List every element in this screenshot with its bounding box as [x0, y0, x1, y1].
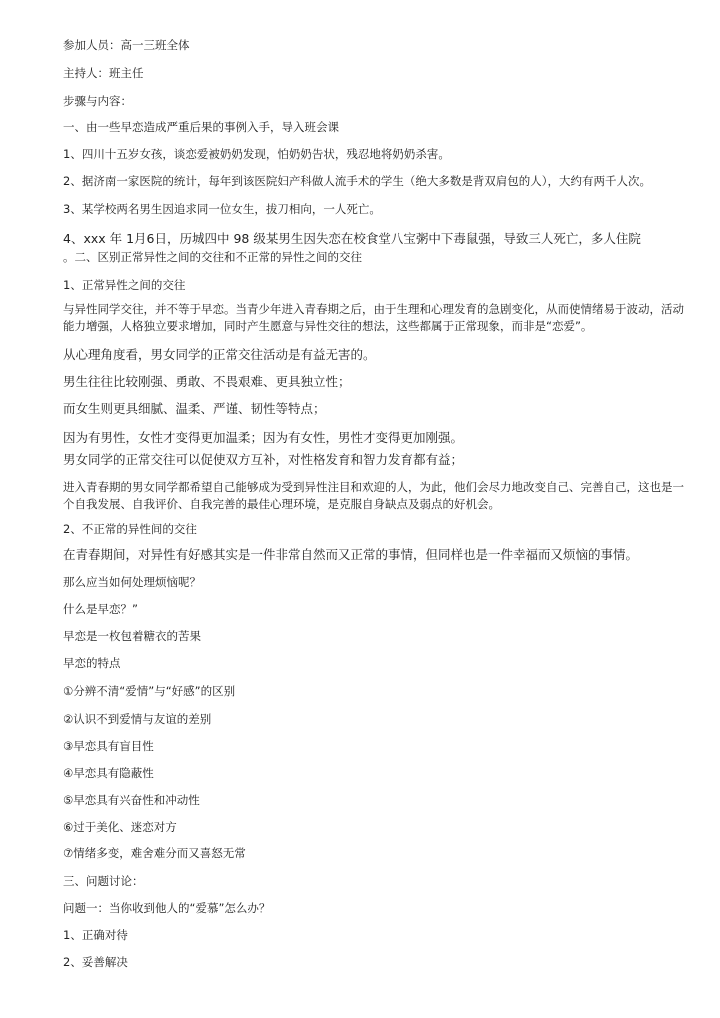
features-heading: 早恋的特点	[63, 656, 121, 670]
feature-2: ②认识不到爱情与友谊的差别	[63, 712, 212, 726]
case-3: 3、某学校两名男生因追求同一位女生，拔刀相向，一人死亡。	[63, 202, 381, 216]
section-3-heading: 三、问题讨论：	[63, 874, 144, 888]
bitter-fruit-line: 早恋是一枚包着糖衣的苦果	[63, 629, 201, 643]
benefit-line: 男女同学的正常交往可以促使双方互补，对性格发育和智力发育都有益；	[63, 452, 464, 467]
psychology-line: 从心理角度看，男女同学的正常交往活动是有益无害的。	[63, 347, 376, 362]
question-what-line: 什么是早恋？”	[63, 602, 138, 616]
boys-traits-line: 男生往往比较刚强、勇敢、不畏艰难、更具独立性；	[63, 374, 351, 389]
feature-7: ⑦情绪多变，难舍难分而又喜怒无常	[63, 846, 246, 860]
feature-1: ①分辨不清“爱情”与“好感”的区别	[63, 684, 236, 698]
question-1-line: 问题一：当你收到他人的“爱慕”怎么办？	[63, 901, 271, 915]
feature-5: ⑤早恋具有兴奋性和冲动性	[63, 793, 200, 807]
case-1: 1、四川十五岁女孩，谈恋爱被奶奶发现，怕奶奶告状，残忍地将奶奶杀害。	[63, 147, 450, 161]
subsection-abnormal-heading: 2、不正常的异性间的交往	[63, 522, 197, 536]
answer-2-line: 2、妥善解决	[63, 955, 128, 969]
host-line: 主持人：班主任	[63, 66, 144, 80]
feature-4: ④早恋具有隐蔽性	[63, 766, 154, 780]
case-2: 2、据济南一家医院的统计，每年到该医院妇产科做人流手术的学生（绝大多数是背双肩包的人），大约有两千人次。	[63, 174, 652, 188]
normal-intro-paragraph: 与异性同学交往，并不等于早恋。当青少年进入青春期之后，由于生理和心理发育的急剧变化，从而使情绪易于波动，活动能力增强，人格独立要求增加，同时产生愿意与异性交往的想法，这些都属于正常现象，而非是“恋爱”。	[63, 302, 684, 333]
feature-3: ③早恋具有盲目性	[63, 739, 154, 753]
complement-line: 因为有男性，女性才变得更加温柔；因为有女性，男性才变得更加刚强。	[63, 430, 464, 445]
puberty-line: 在青春期间，对异性有好感其实是一件非常自然而又正常的事情，但同样也是一件幸福而又烦恼的事情。	[63, 547, 639, 562]
subsection-normal-heading: 1、正常异性之间的交往	[63, 278, 186, 292]
answer-1-line: 1、正确对待	[63, 928, 128, 942]
question-handle-line: 那么应当如何处理烦恼呢？	[63, 575, 201, 589]
adolescent-paragraph: 进入青春期的男女同学都希望自己能够成为受到异性注目和欢迎的人，为此，他们会尽力地改变自己、完善自己，这也是一个自我发展、自我评价、自我完善的最佳心理环境，是克服自身缺点及弱点的好机会。	[63, 480, 684, 511]
feature-6: ⑥过于美化、迷恋对方	[63, 820, 177, 834]
section-2-heading: 。二、区别正常异性之间的交往和不正常的异性之间的交往	[63, 250, 362, 264]
attendees-line: 参加人员：高一三班全体	[63, 38, 190, 52]
girls-traits-line: 而女生则更具细腻、温柔、严谨、韧性等特点；	[63, 401, 326, 416]
case-4: 4、xxx 年 1月6日，历城四中 98 级某男生因失恋在校食堂八宝粥中下毒鼠强，导致三人死亡，多人住院	[63, 231, 641, 246]
section-1-heading: 一、由一些早恋造成严重后果的事例入手，导入班会课	[63, 120, 339, 134]
steps-heading: 步骤与内容：	[63, 94, 132, 108]
